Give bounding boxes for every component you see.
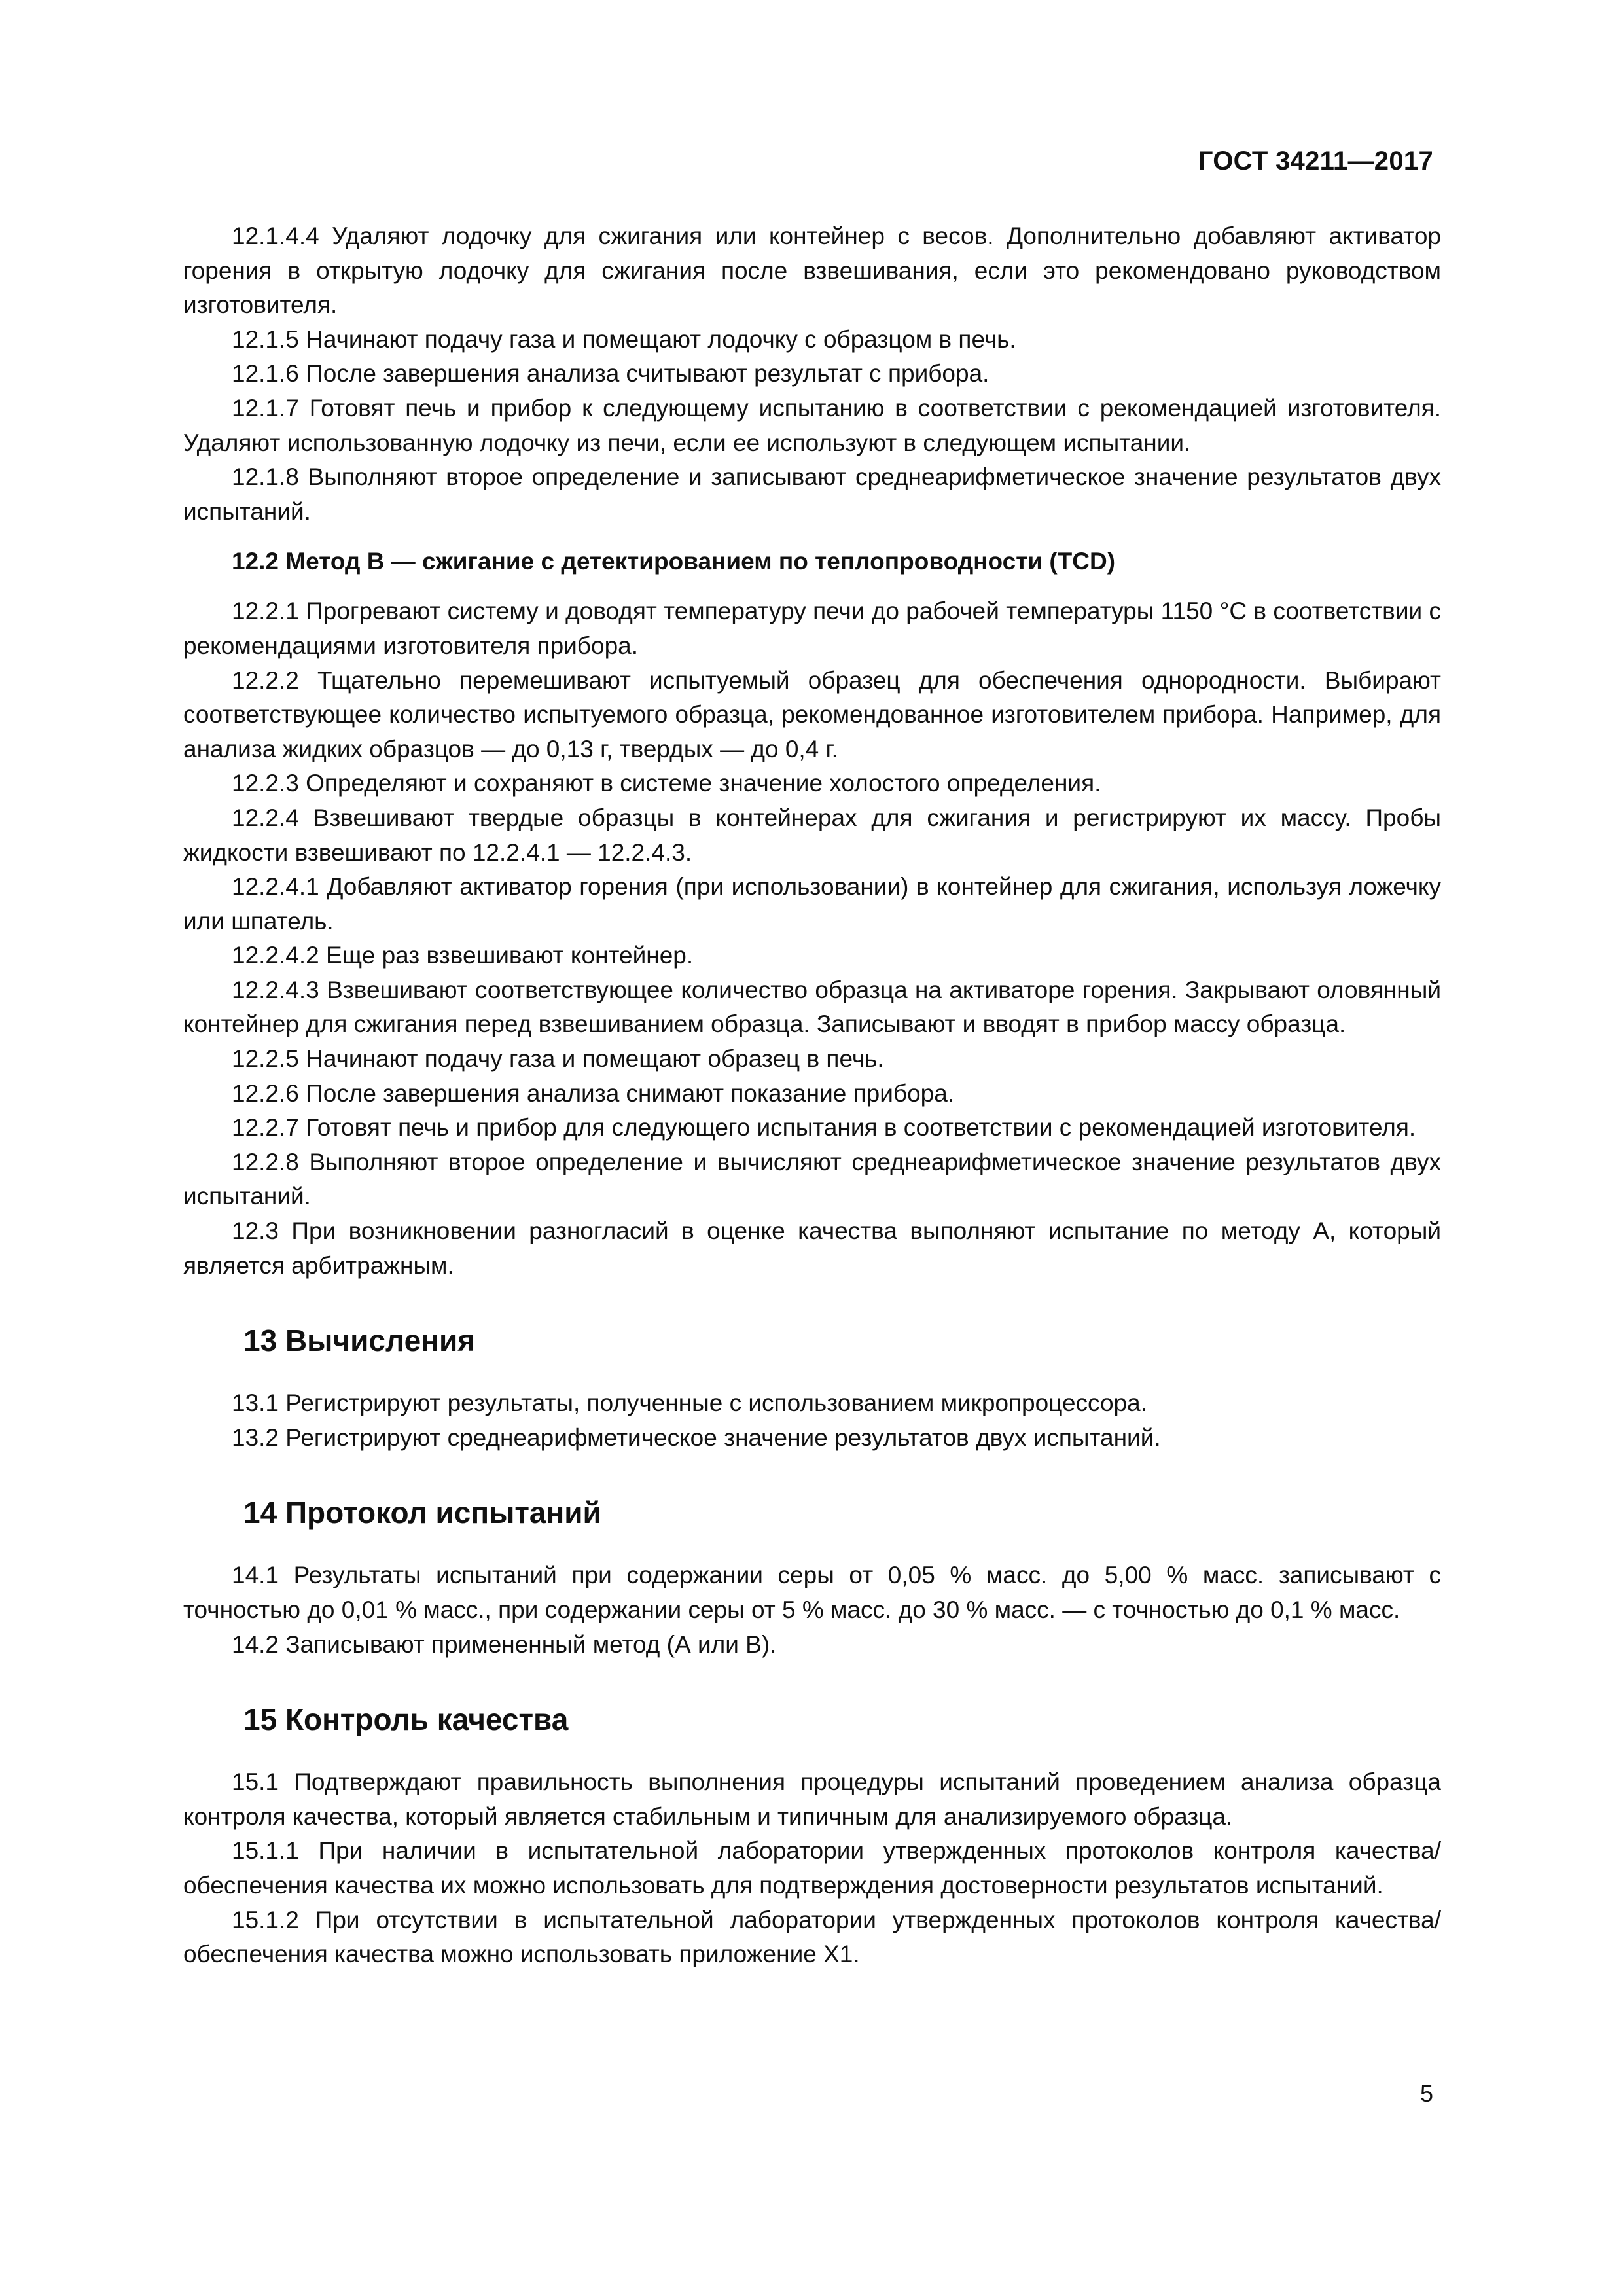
paragraph: 15.1.2 При отсутствии в испытательной лаборатории утвержденных протоколов контроля качества/обеспечения качества можно использовать приложение Х1.: [183, 1906, 1441, 1968]
paragraph: 15.1.1 При наличии в испытательной лаборатории утвержденных протоколов контроля качества/обеспечения качества их можно использовать для подтверждения достоверности результатов испытаний.: [183, 1837, 1441, 1899]
paragraph: 12.1.6 После завершения анализа считывают результат с прибора.: [232, 360, 990, 387]
paragraph: 12.3 При возникновении разногласий в оценке качества выполняют испытание по методу А, который является арбитражным.: [183, 1217, 1441, 1279]
paragraph: 12.1.5 Начинают подачу газа и помещают лодочку с образцом в печь.: [232, 325, 1016, 353]
paragraph: 15.1 Подтверждают правильность выполнения процедуры испытаний проведением анализа образца контроля качества, который является стабильным и типичным для анализируемого образца.: [183, 1768, 1441, 1830]
section-heading-14: 14 Протокол испытаний: [243, 1496, 601, 1530]
paragraph: 12.1.7 Готовят печь и прибор к следующему испытанию в соответствии с рекомендацией изготовителя. Удаляют использованную лодочку из печи, если ее используют в следующем испытании.: [183, 394, 1441, 456]
subsection-heading-12-2: 12.2 Метод B — сжигание с детектированием по теплопроводности (TCD): [232, 548, 1116, 575]
paragraph: 12.2.2 Тщательно перемешивают испытуемый образец для обеспечения однородности. Выбирают соответствующее количество испытуемого образца, рекомендованное изготовителем прибора. Например, для анализа жидких образцов — до 0,13 г, твердых — до 0,4 г.: [183, 666, 1441, 762]
paragraph: 12.2.5 Начинают подачу газа и помещают образец в печь.: [232, 1045, 884, 1073]
paragraph: 12.2.8 Выполняют второе определение и вычисляют среднеарифметическое значение результатов двух испытаний.: [183, 1148, 1441, 1210]
paragraph: 12.2.4.1 Добавляют активатор горения (при использовании) в контейнер для сжигания, используя ложечку или шпатель.: [183, 873, 1441, 935]
page-content: [183, 219, 1441, 1972]
paragraph: 14.2 Записывают примененный метод (А или В).: [232, 1630, 777, 1658]
paragraph: 12.2.7 Готовят печь и прибор для следующего испытания в соответствии с рекомендацией изготовителя.: [232, 1114, 1416, 1141]
paragraph: 12.2.4.2 Еще раз взвешивают контейнер.: [232, 942, 694, 969]
paragraph: 12.2.4 Взвешивают твердые образцы в контейнерах для сжигания и регистрируют их массу. Пробы жидкости взвешивают по 12.2.4.1 — 12.2.4.3.: [183, 804, 1441, 866]
paragraph: 12.2.3 Определяют и сохраняют в системе значение холостого определения.: [232, 770, 1101, 797]
section-heading-13: 13 Вычисления: [243, 1323, 476, 1358]
section-heading-15: 15 Контроль качества: [243, 1702, 569, 1737]
paragraph: 12.1.4.4 Удаляют лодочку для сжигания или контейнер с весов. Дополнительно добавляют активатор горения в открытую лодочку для сжигания после взвешивания, если это рекомендовано руководством изготовителя.: [183, 223, 1441, 319]
paragraph: 14.1 Результаты испытаний при содержании серы от 0,05 % масс. до 5,00 % масс. записывают с точностью до 0,01 % масс., при содержании серы от 5 % масс. до 30 % масс. — с точностью до 0,1 % масс.: [183, 1562, 1441, 1623]
paragraph: 12.2.4.3 Взвешивают соответствующее количество образца на активаторе горения. Закрывают оловянный контейнер для сжигания перед взвешиванием образца. Записывают и вводят в прибор массу образца.: [183, 976, 1441, 1038]
page-number: 5: [1419, 2080, 1433, 2107]
paragraph: 12.2.1 Прогревают систему и доводят температуру печи до рабочей температуры 1150 °С в соответствии с рекомендациями изготовителя прибора.: [183, 598, 1441, 659]
paragraph: 13.1 Регистрируют результаты, полученные с использованием микропроцессора.: [232, 1390, 1147, 1417]
paragraph: 12.1.8 Выполняют второе определение и записывают среднеарифметическое значение результатов двух испытаний.: [183, 463, 1441, 525]
paragraph: 13.2 Регистрируют среднеарифметическое значение результатов двух испытаний.: [232, 1424, 1161, 1451]
standard-designation: ГОСТ 34211—2017: [1198, 147, 1433, 175]
paragraph: 12.2.6 После завершения анализа снимают показание прибора.: [232, 1079, 955, 1107]
